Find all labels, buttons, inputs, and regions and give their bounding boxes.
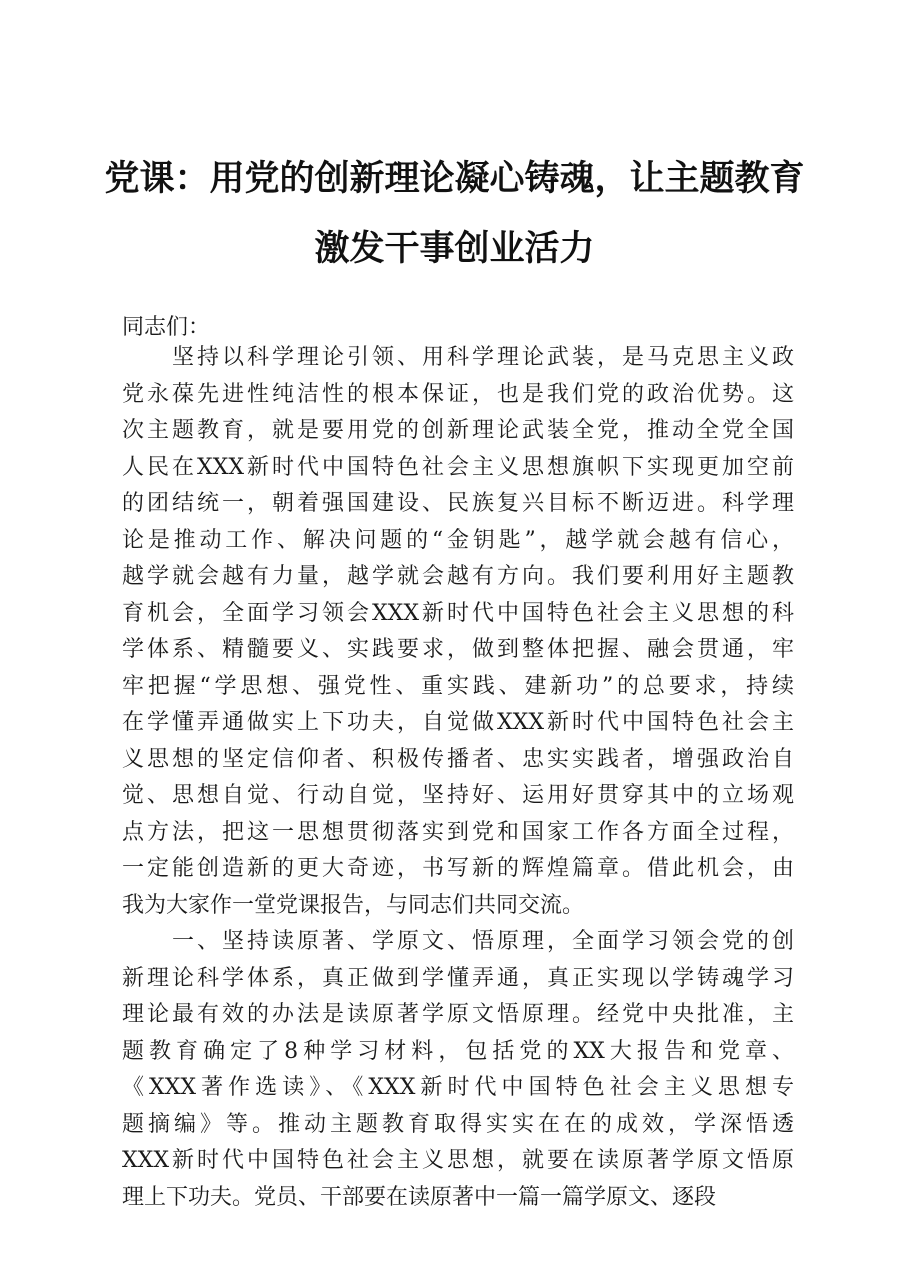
body-text-line: XXX新时代中国特色社会主义思想，就要在读原著学原文悟原 [122, 1148, 794, 1173]
body-text-line: 一、坚持读原著、学原文、悟原理，全面学习领会党的创 [122, 929, 794, 954]
body-text-line: 的团结统一，朝着强国建设、民族复兴目标不断迈进。科学理 [122, 491, 794, 516]
body-text-line: 党永葆先进性纯洁性的根本保证，也是我们党的政治优势。这 [122, 381, 794, 407]
body-text-line: 论是推动工作、解决问题的“金钥匙”，越学就会越有信心， [122, 527, 794, 553]
body-text-line: 新理论科学体系，真正做到学懂弄通，真正实现以学铸魂学习 [122, 965, 794, 991]
body-text-line: 点方法，把这一思想贯彻落实到党和国家工作各方面全过程， [122, 819, 794, 845]
body-text-line: 《XXX著作选读》、《XXX新时代中国特色社会主义思想专 [122, 1075, 794, 1100]
body-text-line: 越学就会越有力量，越学就会越有方向。我们要利用好主题教 [122, 564, 794, 589]
body-text-line: 题教育确定了8种学习材料，包括党的XX大报告和党章、 [122, 1038, 794, 1064]
body-text-line: 理上下功夫。党员、干部要在读原著中一篇一篇学原文、逐段 [122, 1184, 717, 1210]
body-text-line: 我为大家作一堂党课报告，与同志们共同交流。 [122, 892, 585, 918]
body-text-line: 题摘编》等。推动主题教育取得实实在在的成效，学深悟透 [122, 1111, 794, 1137]
body-text-line: 人民在XXX新时代中国特色社会主义思想旗帜下实现更加空前 [122, 454, 794, 480]
body-text-line: 坚持以科学理论引领、用科学理论武装，是马克思主义政 [122, 345, 794, 370]
salutation: 同志们： [122, 315, 211, 340]
body-text-line: 次主题教育，就是要用党的创新理论武装全党，推动全党全国 [122, 418, 794, 443]
body-text-line: 牢把握“学思想、强党性、重实践、建新功”的总要求，持续 [122, 673, 794, 699]
body-text-line: 学体系、精髓要义、实践要求，做到整体把握、融会贯通，牢 [122, 637, 794, 662]
body-text-line: 一定能创造新的更大奇迹，书写新的辉煌篇章。借此机会，由 [122, 856, 794, 881]
document-title-line-2: 激发干事创业活力 [314, 228, 595, 269]
body-text-line: 育机会，全面学习领会XXX新时代中国特色社会主义思想的科 [122, 600, 794, 626]
document-title-line-1: 党课：用党的创新理论凝心铸魂，让主题教育 [104, 158, 805, 199]
body-text-line: 在学懂弄通做实上下功夫，自觉做XXX新时代中国特色社会主 [122, 710, 794, 735]
body-text-line: 理论最有效的办法是读原著学原文悟原理。经党中央批准，主 [122, 1002, 794, 1027]
body-text-line: 觉、思想自觉、行动自觉，坚持好、运用好贯穿其中的立场观 [122, 783, 794, 808]
body-text-line: 义思想的坚定信仰者、积极传播者、忠实实践者，增强政治自 [122, 746, 794, 772]
